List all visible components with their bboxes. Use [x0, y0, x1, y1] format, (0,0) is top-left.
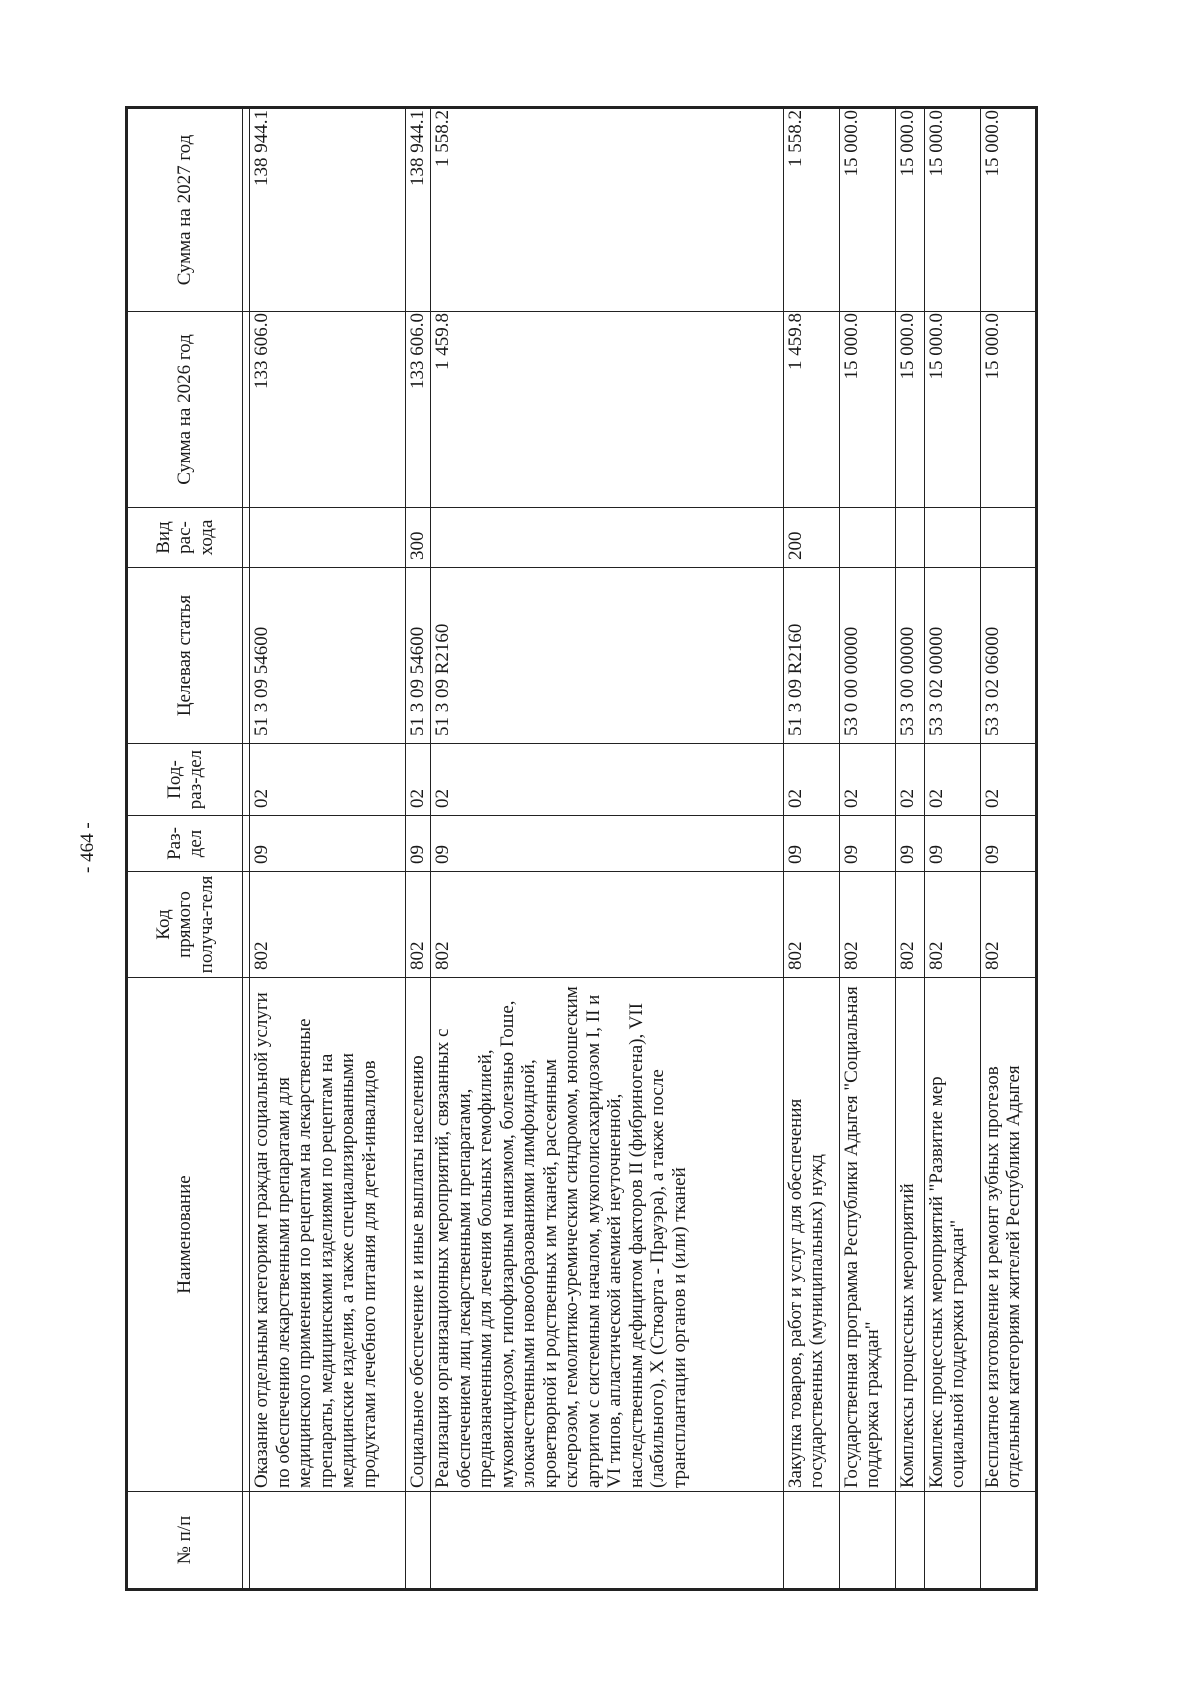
budget-table: [125, 106, 1038, 1591]
row-sum-2026: 15 000.0: [980, 312, 1036, 508]
row-num: [250, 1492, 406, 1590]
row-sum-2027: 15 000.0: [924, 108, 980, 312]
row-name: Реализация организационных мероприятий, связанных с обеспечением лиц лекарственными препаратами, предназначенными для лечения больных гемофилией, муковисцидозом, гипофизарным нанизмом, болезнью Гоше, злокачественными новообразованиями лимфоидной, кроветворной и родственных им тканей, рассеянным склерозом, гемолитико-уремическим синдромом, юношеским артритом с системным началом, мукополисахаридозом I, II и VI типов, апластической анемией неуточненной, наследственным дефицитом факторов II (фибриногена), VII (лабильного), X (Стюарта - Прауэра), а также после трансплантации органов и (или) тканей: [431, 978, 784, 1492]
row-code: 802: [405, 872, 430, 978]
row-podrazdel: 02: [405, 744, 430, 816]
row-num: [431, 1492, 784, 1590]
row-sum-2027: 1 558.2: [783, 108, 839, 312]
row-num: [783, 1492, 839, 1590]
row-vid: [924, 508, 980, 568]
row-vid: [431, 508, 784, 568]
table-row: [895, 108, 924, 1590]
row-target: 53 0 00 00000: [839, 568, 895, 744]
row-num: [980, 1492, 1036, 1590]
row-podrazdel: 02: [839, 744, 895, 816]
row-razdel: 09: [431, 816, 784, 872]
row-sum-2026: 1 459.8: [431, 312, 784, 508]
row-vid: [980, 508, 1036, 568]
row-sum-2027: 15 000.0: [980, 108, 1036, 312]
table-row: [250, 108, 406, 1590]
row-name: Комплексы процессных мероприятий: [895, 978, 924, 1492]
row-vid: 200: [783, 508, 839, 568]
row-razdel: 09: [895, 816, 924, 872]
spacer-row: [243, 108, 250, 1590]
table-row: [839, 108, 895, 1590]
row-podrazdel: 02: [980, 744, 1036, 816]
page-number: - 464 -: [77, 822, 98, 873]
row-razdel: 09: [839, 816, 895, 872]
header-target: Целевая статья: [127, 568, 243, 744]
row-target: 51 3 09 54600: [250, 568, 406, 744]
row-code: 802: [924, 872, 980, 978]
row-vid: [839, 508, 895, 568]
row-target: 53 3 02 06000: [980, 568, 1036, 744]
row-target: 53 3 02 00000: [924, 568, 980, 744]
table-row: [405, 108, 430, 1590]
header-code: Код прямого получа-теля: [127, 872, 243, 978]
row-razdel: 09: [924, 816, 980, 872]
row-vid: [250, 508, 406, 568]
row-code: 802: [250, 872, 406, 978]
row-code: 802: [431, 872, 784, 978]
row-sum-2027: 1 558.2: [431, 108, 784, 312]
header-razdel: Раз-дел: [127, 816, 243, 872]
row-code: 802: [839, 872, 895, 978]
table-header: [127, 108, 243, 1590]
row-sum-2026: 133 606.0: [405, 312, 430, 508]
row-razdel: 09: [250, 816, 406, 872]
row-sum-2026: 15 000.0: [895, 312, 924, 508]
row-podrazdel: 02: [250, 744, 406, 816]
row-code: 802: [895, 872, 924, 978]
row-podrazdel: 02: [895, 744, 924, 816]
row-razdel: 09: [405, 816, 430, 872]
row-num: [924, 1492, 980, 1590]
row-target: 51 3 09 R2160: [431, 568, 784, 744]
table-row: [980, 108, 1036, 1590]
header-podrazdel: Под-раз-дел: [127, 744, 243, 816]
row-sum-2026: 1 459.8: [783, 312, 839, 508]
row-vid: 300: [405, 508, 430, 568]
row-sum-2027: 15 000.0: [895, 108, 924, 312]
header-vid: Вид рас-хода: [127, 508, 243, 568]
table-row: [431, 108, 784, 1590]
row-name: Государственная программа Республики Адыгея "Социальная поддержка граждан": [839, 978, 895, 1492]
row-sum-2026: 15 000.0: [839, 312, 895, 508]
row-vid: [895, 508, 924, 568]
row-razdel: 09: [980, 816, 1036, 872]
row-sum-2027: 138 944.1: [250, 108, 406, 312]
rotated-page-content: [125, 109, 1038, 1591]
row-num: [405, 1492, 430, 1590]
row-code: 802: [980, 872, 1036, 978]
row-sum-2027: 15 000.0: [839, 108, 895, 312]
row-num: [895, 1492, 924, 1590]
row-code: 802: [783, 872, 839, 978]
row-target: 53 3 00 00000: [895, 568, 924, 744]
table-row: [924, 108, 980, 1590]
row-target: 51 3 09 54600: [405, 568, 430, 744]
row-name: Социальное обеспечение и иные выплаты населению: [405, 978, 430, 1492]
header-sum-2026: Сумма на 2026 год: [127, 312, 243, 508]
row-name: Закупка товаров, работ и услуг для обеспечения государственных (муниципальных) нужд: [783, 978, 839, 1492]
table-row: [783, 108, 839, 1590]
row-podrazdel: 02: [924, 744, 980, 816]
header-sum-2027: Сумма на 2027 год: [127, 108, 243, 312]
row-sum-2027: 138 944.1: [405, 108, 430, 312]
header-name: Наименование: [127, 978, 243, 1492]
row-podrazdel: 02: [783, 744, 839, 816]
row-name: Комплекс процессных мероприятий "Развитие мер социальной поддержки граждан": [924, 978, 980, 1492]
row-razdel: 09: [783, 816, 839, 872]
row-name: Бесплатное изготовление и ремонт зубных протезов отдельным категориям жителей Республики Адыгея: [980, 978, 1036, 1492]
header-num: № п/п: [127, 1492, 243, 1590]
row-num: [839, 1492, 895, 1590]
row-target: 51 3 09 R2160: [783, 568, 839, 744]
row-name: Оказание отдельным категориям граждан социальной услуги по обеспечению лекарственными препаратами для медицинского применения по рецептам на лекарственные препараты, медицинскими изделиями по рецептам на медицинские изделия, а также специализированными продуктами лечебного питания для детей-инвалидов: [250, 978, 406, 1492]
row-sum-2026: 133 606.0: [250, 312, 406, 508]
row-podrazdel: 02: [431, 744, 784, 816]
row-sum-2026: 15 000.0: [924, 312, 980, 508]
